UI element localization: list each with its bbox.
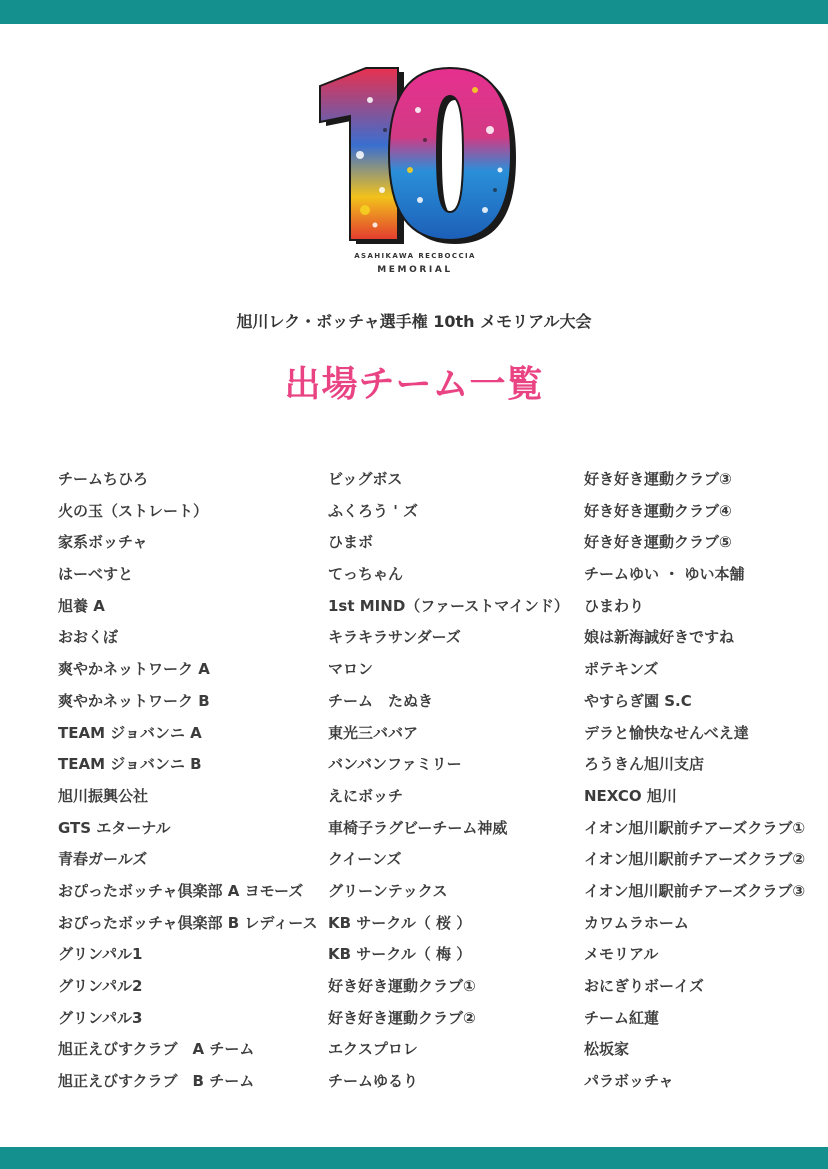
team-name: イオン旭川駅前チアーズクラブ② [584, 850, 806, 869]
team-name: 1st MIND（ファーストマインド） [328, 596, 569, 615]
team-name: おぴったボッチャ倶楽部 B レディース [58, 913, 318, 932]
top-band [0, 0, 828, 24]
team-name: 旭養 A [58, 596, 105, 615]
team-name: 好き好き運動クラブ① [328, 977, 476, 995]
team-name: KB サークル（ 梅 ） [328, 945, 472, 964]
team-name: チームちひろ [58, 470, 149, 488]
team-name: クイーンズ [328, 850, 402, 869]
team-name: 東光三ババア [328, 723, 419, 742]
team-name: グリーンテックス [328, 881, 448, 900]
team-name: イオン旭川駅前チアーズクラブ③ [584, 881, 806, 900]
team-name: ポテキンズ [584, 660, 659, 679]
team-name: マロン [328, 660, 374, 679]
team-name: パラボッチャ [584, 1072, 674, 1091]
team-name: えにボッチ [328, 786, 404, 805]
team-name: 火の玉（ストレート） [58, 501, 209, 520]
team-name: 好き好き運動クラブ③ [584, 470, 732, 488]
team-name: チームゆい ・ ゆい本舗 [584, 565, 745, 584]
team-name: 爽やかネットワーク A [58, 660, 210, 679]
team-name: 爽やかネットワーク B [58, 691, 210, 710]
team-name: 好き好き運動クラブ④ [584, 501, 732, 520]
team-name: おおくぼ [58, 628, 119, 647]
team-name: 旭正えびすクラブ B チーム [58, 1072, 255, 1091]
team-name: グリンパル1 [58, 945, 143, 964]
event-subtitle: 旭川レク・ボッチャ選手権 10th メモリアル大会 [236, 312, 592, 331]
team-name: メモリアル [584, 945, 659, 964]
team-name: エクスプロレ [328, 1040, 418, 1059]
team-list-column-3 [584, 464, 805, 1098]
team-name: グリンパル3 [58, 1008, 143, 1027]
team-name: キラキラサンダーズ [328, 628, 461, 647]
logo-caption-line2: MEMORIAL [377, 265, 453, 275]
logo-caption-line1: ASAHIKAWA RECBOCCIA [354, 252, 476, 260]
team-list-column-2 [328, 464, 569, 1098]
team-name: GTS エターナル [58, 818, 171, 837]
team-name: グリンパル2 [58, 977, 143, 995]
team-name: おにぎりボーイズ [584, 977, 704, 995]
team-name: チーム紅蓮 [584, 1008, 660, 1027]
team-name: 松坂家 [584, 1040, 630, 1059]
team-name: チーム たぬき [328, 691, 434, 710]
team-name: 好き好き運動クラブ② [328, 1008, 476, 1027]
team-name: カワムラホーム [584, 913, 689, 932]
team-name: KB サークル（ 桜 ） [328, 913, 472, 932]
page-title: 出場チーム一覧 [284, 364, 544, 405]
team-name: 娘は新海誠好きですね [584, 628, 735, 647]
team-name: 好き好き運動クラブ⑤ [584, 533, 732, 552]
team-name: 車椅子ラグビーチーム神威 [328, 818, 508, 837]
memorial-logo [300, 60, 530, 280]
team-name: TEAM ジョバンニ B [58, 755, 202, 774]
bottom-band [0, 1147, 828, 1169]
team-name: 家系ボッチャ [58, 533, 148, 552]
team-name: TEAM ジョバンニ A [58, 723, 202, 742]
team-list-column-1 [58, 464, 317, 1098]
team-name: ビッグボス [328, 470, 403, 488]
team-name: チームゆるり [328, 1072, 419, 1091]
team-name: 青春ガールズ [58, 850, 148, 869]
team-name: NEXCO 旭川 [584, 786, 677, 805]
team-name: やすらぎ園 S.C [584, 691, 692, 710]
team-name: デラと愉快なせんべえ達 [584, 723, 749, 742]
team-name: ひまボ [328, 533, 374, 552]
team-name: はーべすと [58, 565, 134, 584]
team-name: 旭川振興公社 [58, 786, 149, 805]
ten-logo-graphic [300, 60, 530, 250]
team-name: 旭正えびすクラブ A チーム [58, 1040, 255, 1059]
team-name: ひまわり [584, 596, 645, 615]
team-name: イオン旭川駅前チアーズクラブ① [584, 818, 806, 837]
team-name: ろうきん旭川支店 [584, 755, 705, 774]
team-name: おぴったボッチャ倶楽部 A ヨモーズ [58, 881, 304, 900]
team-name: てっちゃん [328, 565, 404, 584]
team-name: ふくろう ' ズ [328, 501, 419, 520]
team-name: バンバンファミリー [328, 755, 462, 774]
